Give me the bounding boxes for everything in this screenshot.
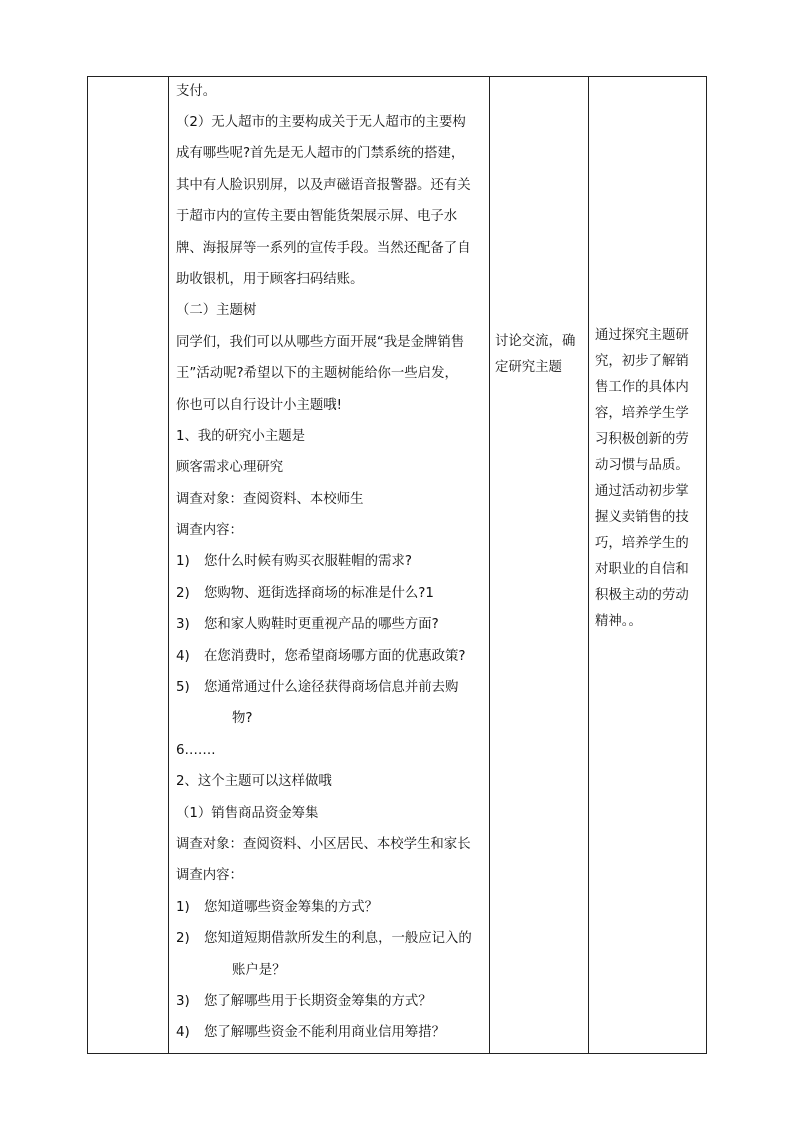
content-text: 王”活动呢?希望以下的主题树能给你一些启发， xyxy=(176,366,458,382)
content-line xyxy=(176,327,488,358)
lesson-table xyxy=(87,76,707,1054)
purpose-line: 究，初步了解销 xyxy=(595,354,689,369)
content-line xyxy=(176,923,488,954)
content-text: 账户是？ xyxy=(232,962,286,978)
purpose-line: 习积极创新的劳 xyxy=(595,432,689,447)
design-intent-cell xyxy=(595,77,705,1053)
list-number: 4) xyxy=(176,648,190,664)
content-line xyxy=(176,138,488,169)
content-text: （1）销售商品资金筹集 xyxy=(176,805,319,821)
student-activity-cell xyxy=(495,77,585,1053)
content-line xyxy=(176,452,488,483)
content-text: 于超市内的宣传主要由智能货架展示屏、电子水 xyxy=(176,209,458,225)
teaching-content-cell xyxy=(170,77,488,1053)
column-divider xyxy=(588,77,589,1053)
content-line xyxy=(176,358,488,389)
purpose-line: 精神。。 xyxy=(595,614,642,629)
purpose-line: 容，培养学生学 xyxy=(595,406,689,421)
content-line xyxy=(176,641,488,672)
content-line xyxy=(176,609,488,640)
content-text: （2）无人超市的主要构成关于无人超市的主要构 xyxy=(176,115,466,130)
content-text: 您了解哪些用于长期资金筹集的方式？ xyxy=(204,993,432,1009)
content-text: 牌、海报屏等一系列的宣传手段。当然还配备了自 xyxy=(176,240,471,256)
purpose-line: 动习惯与品质。 xyxy=(595,458,689,473)
content-text: 你也可以自行设计小主题哦! xyxy=(176,397,343,413)
content-line xyxy=(176,1017,488,1048)
list-number: 3) xyxy=(176,993,190,1009)
content-text: （二）主题树 xyxy=(176,303,257,319)
activity-line: 讨论交流，确 xyxy=(495,334,576,349)
purpose-line: 通过探究主题研 xyxy=(595,328,689,343)
purpose-line: 通过活动初步掌 xyxy=(595,484,689,499)
content-text: 在您消费时，您希望商场哪方面的优惠政策? xyxy=(204,648,466,664)
purpose-line: 积极主动的劳动 xyxy=(595,588,689,603)
list-number: 1) xyxy=(176,554,190,570)
content-line xyxy=(176,766,488,797)
content-line xyxy=(176,107,488,138)
content-line xyxy=(176,170,488,201)
content-text: 其中有人脸识别屏，以及声磁语音报警器。还有关 xyxy=(176,177,471,193)
list-number: 5) xyxy=(176,680,190,696)
list-number: 4) xyxy=(176,1025,190,1041)
content-line xyxy=(176,955,488,986)
content-text: 调查对象：查阅资料、本校师生 xyxy=(176,491,364,507)
content-line xyxy=(176,546,488,577)
content-text: 助收银机，用于顾客扫码结账。 xyxy=(176,271,364,287)
content-line xyxy=(176,672,488,703)
content-line xyxy=(176,578,488,609)
content-text: 您通常通过什么途径获得商场信息并前去购 xyxy=(204,680,459,696)
content-line xyxy=(176,735,488,766)
content-line xyxy=(176,892,488,923)
content-text: 6……. xyxy=(176,742,216,758)
content-text: 您什么时候有购买衣服鞋帽的需求? xyxy=(204,554,412,570)
content-text: 顾客需求心理研究 xyxy=(176,460,284,476)
content-line xyxy=(176,201,488,232)
content-text: 物? xyxy=(232,711,253,727)
content-line xyxy=(176,515,488,546)
content-text: 1、我的研究小主题是 xyxy=(176,428,306,444)
content-text: 调查内容： xyxy=(176,868,243,884)
content-line xyxy=(176,264,488,295)
list-number: 2) xyxy=(176,931,190,947)
content-line xyxy=(176,703,488,734)
content-line xyxy=(176,860,488,891)
purpose-line: 对职业的自信和 xyxy=(595,562,689,577)
column-divider xyxy=(168,77,169,1053)
list-number: 2) xyxy=(176,585,190,601)
content-line xyxy=(176,390,488,421)
content-text: 您和家人购鞋时更重视产品的哪些方面? xyxy=(204,617,439,633)
content-line xyxy=(176,77,488,107)
purpose-line: 巧，培养学生的 xyxy=(595,536,689,551)
list-number: 3) xyxy=(176,617,190,633)
content-text: 您知道短期借款所发生的利息，一般应记入的 xyxy=(204,931,472,947)
purpose-line: 售工作的具体内 xyxy=(595,380,689,395)
content-text: 您了解哪些资金不能利用商业信用筹措？ xyxy=(204,1025,446,1041)
content-line xyxy=(176,829,488,860)
content-text: 您知道哪些资金筹集的方式？ xyxy=(204,899,379,915)
content-text: 成有哪些呢?首先是无人超市的门禁系统的搭建， xyxy=(176,146,465,162)
activity-line: 定研究主题 xyxy=(495,360,562,375)
content-line xyxy=(176,484,488,515)
content-text: 调查对象：查阅资料、小区居民、本校学生和家长 xyxy=(176,836,471,852)
content-line xyxy=(176,295,488,326)
content-line xyxy=(176,986,488,1017)
content-text: 2、这个主题可以这样做哦 xyxy=(176,774,332,790)
content-line xyxy=(176,798,488,829)
content-line xyxy=(176,421,488,452)
content-text: 调查内容： xyxy=(176,523,243,539)
content-text: 支付。 xyxy=(176,84,217,99)
content-line xyxy=(176,233,488,264)
list-number: 1) xyxy=(176,899,190,915)
purpose-line: 握义卖销售的技 xyxy=(595,510,689,525)
column-divider xyxy=(489,77,490,1053)
content-text: 同学们，我们可以从哪些方面开展“我是金牌销售 xyxy=(176,334,465,350)
content-text: 您购物、逛街选择商场的标准是什么?1 xyxy=(204,585,434,601)
